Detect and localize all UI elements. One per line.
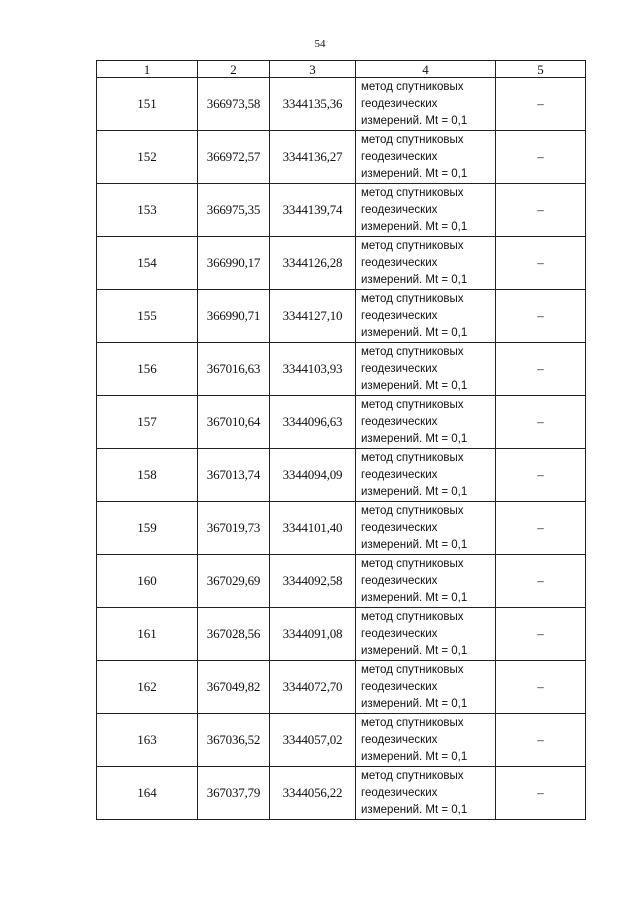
header-cell-5: 5: [496, 61, 586, 78]
method-cell: метод спутниковых геодезических измерений. Mt = 0,1: [356, 396, 496, 449]
point-number-cell: 154: [97, 237, 198, 290]
coordinates-table: [96, 60, 586, 820]
method-cell: метод спутниковых геодезических измерений. Mt = 0,1: [356, 502, 496, 555]
note-cell: –: [496, 78, 586, 131]
table-row: [97, 661, 586, 714]
y-coordinate-cell: 3344057,02: [270, 714, 356, 767]
header-cell-4: 4: [356, 61, 496, 78]
table-row: [97, 131, 586, 184]
x-coordinate-cell: 367028,56: [198, 608, 270, 661]
note-cell: –: [496, 396, 586, 449]
header-cell-3: 3: [270, 61, 356, 78]
x-coordinate-cell: 367029,69: [198, 555, 270, 608]
note-cell: –: [496, 290, 586, 343]
y-coordinate-cell: 3344091,08: [270, 608, 356, 661]
table-row: [97, 608, 586, 661]
table-row: [97, 767, 586, 820]
y-coordinate-cell: 3344135,36: [270, 78, 356, 131]
method-cell: метод спутниковых геодезических измерений. Mt = 0,1: [356, 555, 496, 608]
point-number-cell: 158: [97, 449, 198, 502]
table-row: [97, 290, 586, 343]
note-cell: –: [496, 237, 586, 290]
table-header-row: [97, 61, 586, 78]
table-row: [97, 184, 586, 237]
x-coordinate-cell: 367016,63: [198, 343, 270, 396]
y-coordinate-cell: 3344056,22: [270, 767, 356, 820]
point-number-cell: 159: [97, 502, 198, 555]
point-number-cell: 163: [97, 714, 198, 767]
table-row: [97, 237, 586, 290]
method-cell: метод спутниковых геодезических измерений. Mt = 0,1: [356, 237, 496, 290]
y-coordinate-cell: 3344139,74: [270, 184, 356, 237]
table-row: [97, 714, 586, 767]
x-coordinate-cell: 367037,79: [198, 767, 270, 820]
y-coordinate-cell: 3344094,09: [270, 449, 356, 502]
note-cell: –: [496, 714, 586, 767]
x-coordinate-cell: 367036,52: [198, 714, 270, 767]
method-cell: метод спутниковых геодезических измерений. Mt = 0,1: [356, 343, 496, 396]
x-coordinate-cell: 367013,74: [198, 449, 270, 502]
y-coordinate-cell: 3344096,63: [270, 396, 356, 449]
table-body: [97, 78, 586, 820]
x-coordinate-cell: 366973,58: [198, 78, 270, 131]
x-coordinate-cell: 366972,57: [198, 131, 270, 184]
table-row: [97, 555, 586, 608]
table-row: [97, 502, 586, 555]
point-number-cell: 151: [97, 78, 198, 131]
table-row: [97, 343, 586, 396]
x-coordinate-cell: 366990,17: [198, 237, 270, 290]
y-coordinate-cell: 3344126,28: [270, 237, 356, 290]
x-coordinate-cell: 367049,82: [198, 661, 270, 714]
y-coordinate-cell: 3344103,93: [270, 343, 356, 396]
y-coordinate-cell: 3344136,27: [270, 131, 356, 184]
table-row: [97, 396, 586, 449]
method-cell: метод спутниковых геодезических измерений. Mt = 0,1: [356, 290, 496, 343]
note-cell: –: [496, 184, 586, 237]
x-coordinate-cell: 366975,35: [198, 184, 270, 237]
point-number-cell: 153: [97, 184, 198, 237]
note-cell: –: [496, 767, 586, 820]
method-cell: метод спутниковых геодезических измерений. Mt = 0,1: [356, 131, 496, 184]
point-number-cell: 164: [97, 767, 198, 820]
note-cell: –: [496, 449, 586, 502]
x-coordinate-cell: 367019,73: [198, 502, 270, 555]
y-coordinate-cell: 3344092,58: [270, 555, 356, 608]
x-coordinate-cell: 367010,64: [198, 396, 270, 449]
point-number-cell: 160: [97, 555, 198, 608]
point-number-cell: 156: [97, 343, 198, 396]
note-cell: –: [496, 608, 586, 661]
point-number-cell: 162: [97, 661, 198, 714]
x-coordinate-cell: 366990,71: [198, 290, 270, 343]
point-number-cell: 155: [97, 290, 198, 343]
point-number-cell: 157: [97, 396, 198, 449]
y-coordinate-cell: 3344101,40: [270, 502, 356, 555]
note-cell: –: [496, 502, 586, 555]
method-cell: метод спутниковых геодезических измерений. Mt = 0,1: [356, 184, 496, 237]
note-cell: –: [496, 343, 586, 396]
point-number-cell: 152: [97, 131, 198, 184]
header-cell-1: 1: [97, 61, 198, 78]
table-row: [97, 78, 586, 131]
method-cell: метод спутниковых геодезических измерений. Mt = 0,1: [356, 661, 496, 714]
header-cell-2: 2: [198, 61, 270, 78]
table-row: [97, 449, 586, 502]
page-number: 54: [314, 38, 326, 50]
method-cell: метод спутниковых геодезических измерений. Mt = 0,1: [356, 449, 496, 502]
method-cell: метод спутниковых геодезических измерений. Mt = 0,1: [356, 714, 496, 767]
method-cell: метод спутниковых геодезических измерений. Mt = 0,1: [356, 608, 496, 661]
point-number-cell: 161: [97, 608, 198, 661]
method-cell: метод спутниковых геодезических измерений. Mt = 0,1: [356, 78, 496, 131]
note-cell: –: [496, 555, 586, 608]
note-cell: –: [496, 661, 586, 714]
y-coordinate-cell: 3344127,10: [270, 290, 356, 343]
y-coordinate-cell: 3344072,70: [270, 661, 356, 714]
note-cell: –: [496, 131, 586, 184]
method-cell: метод спутниковых геодезических измерений. Mt = 0,1: [356, 767, 496, 820]
